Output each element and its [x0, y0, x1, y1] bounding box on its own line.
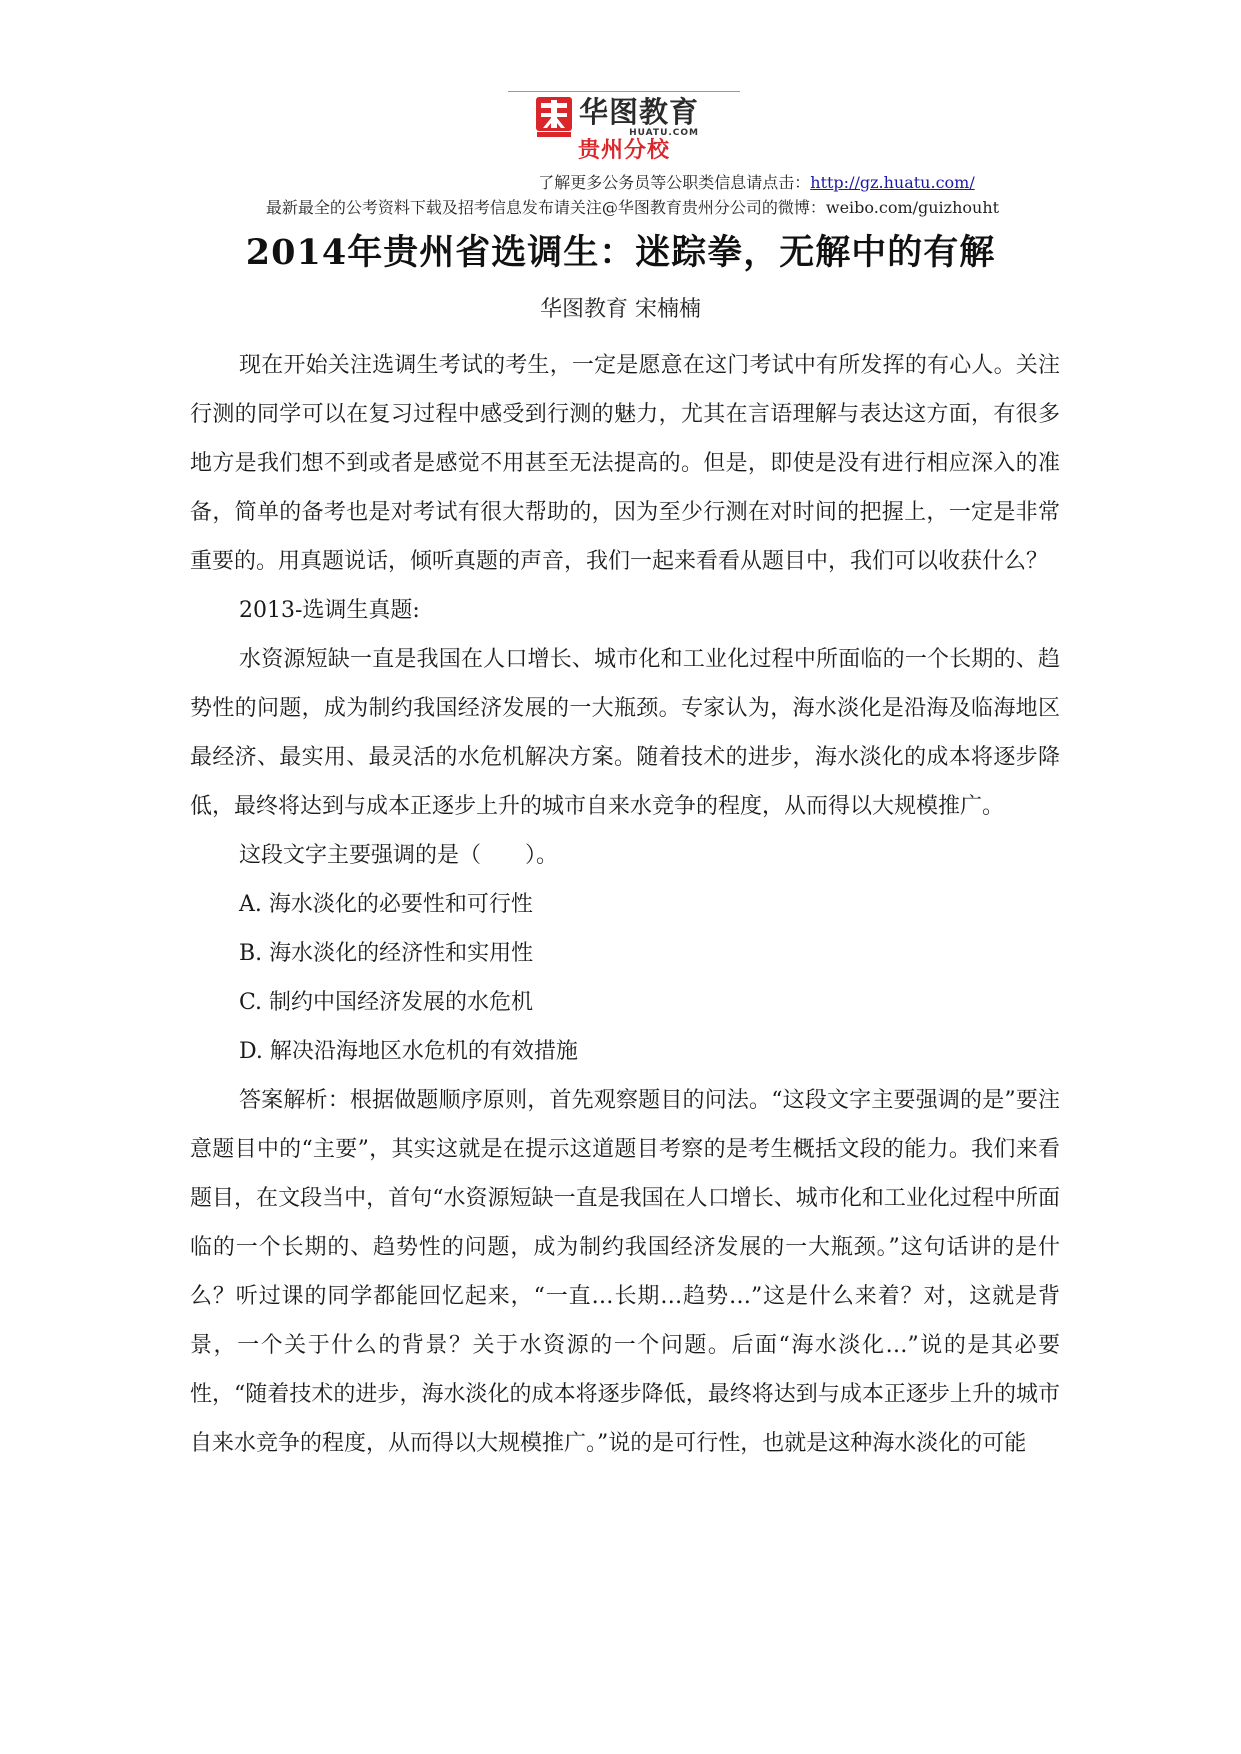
website-link[interactable]: http://gz.huatu.com/	[810, 173, 975, 192]
intro-paragraph: 现在开始关注选调生考试的考生，一定是愿意在这门考试中有所发挥的有心人。关注行测的同学可以在复习过程中感受到行测的魅力，尤其在言语理解与表达这方面，有很多地方是我们想不到或者是感觉不用甚至无法提高的。但是，即使是没有进行相应深入的准备，简单的备考也是对考试有很大帮助的，因为至少行测在对时间的把握上，一定是非常重要的。用真题说话，倾听真题的声音，我们一起来看看从题目中，我们可以收获什么？	[190, 353, 1060, 574]
article-author: 华图教育 宋楠楠	[540, 297, 701, 322]
section-label: 2013-选调生真题:	[239, 598, 420, 623]
header-rule	[508, 91, 740, 92]
logo-name: 华图教育	[579, 95, 700, 129]
logo-domain: HUATU.COM	[629, 128, 700, 138]
huatu-logo-icon	[535, 96, 573, 138]
article-body	[190, 341, 1060, 1468]
info-line-weibo: 最新最全的公考资料下载及招考信息发布请关注@华图教育贵州分公司的微博：weibo.com/guizhouht	[265, 198, 1000, 217]
choice-c: C. 制约中国经济发展的水危机	[239, 990, 534, 1015]
article-title: 2014年贵州省选调生：迷踪拳，无解中的有解	[245, 232, 996, 273]
analysis-paragraph: 答案解析：根据做题顺序原则，首先观察题目的问法。“这段文字主要强调的是”要注意题目中的“主要”，其实这就是在提示这道题目考察的是考生概括文段的能力。我们来看题目，在文段当中，首句“水资源短缺一直是我国在人口增长、城市化和工业化过程中所面临的一个长期的、趋势性的问题，成为制约我国经济发展的一大瓶颈。”这句话讲的是什么？听过课的同学都能回忆起来，“一直…长期…趋势…”这是什么来着？对，这就是背景，一个关于什么的背景？关于水资源的一个问题。后面“海水淡化…”说的是其必要性，“随着技术的进步，海水淡化的成本将逐步降低，最终将达到与成本正逐步上升的城市自来水竞争的程度，从而得以大规模推广。”说的是可行性，也就是这种海水淡化的可能	[190, 1088, 1060, 1456]
branch-name: 贵州分校	[578, 138, 671, 163]
question-text: 这段文字主要强调的是（ ）。	[239, 843, 559, 868]
choice-d: D. 解决沿海地区水危机的有效措施	[239, 1039, 578, 1064]
passage-paragraph: 水资源短缺一直是我国在人口增长、城市化和工业化过程中所面临的一个长期的、趋势性的问题，成为制约我国经济发展的一大瓶颈。专家认为，海水淡化是沿海及临海地区最经济、最实用、最灵活的水危机解决方案。随着技术的进步，海水淡化的成本将逐步降低，最终将达到与成本正逐步上升的城市自来水竞争的程度，从而得以大规模推广。	[190, 647, 1060, 819]
choice-b: B. 海水淡化的经济性和实用性	[239, 941, 534, 966]
choice-a: A. 海水淡化的必要性和可行性	[239, 892, 533, 917]
huatu-logo	[535, 95, 699, 139]
info-line-website-text: 了解更多公务员等公职类信息请点击：	[538, 173, 811, 192]
info-line-website	[136, 173, 1241, 193]
